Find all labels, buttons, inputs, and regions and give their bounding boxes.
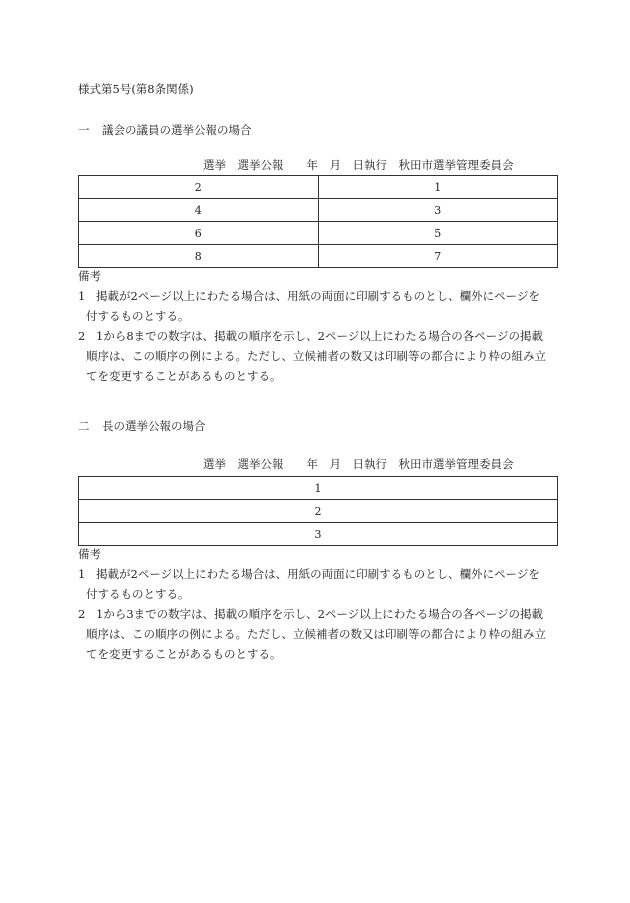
table-cell: 1 — [318, 176, 558, 199]
note-line: 付するものとする。 — [86, 309, 190, 323]
table-row — [79, 176, 558, 199]
section-1-notes — [78, 266, 564, 386]
note-line: 付するものとする。 — [86, 587, 190, 601]
table-cell: 3 — [79, 523, 558, 546]
table-row — [79, 477, 558, 500]
section-1-layout-table — [78, 175, 558, 268]
table-row — [79, 245, 558, 268]
note-line: 掲載が2ページ以上にわたる場合は、用紙の両面に印刷するものとし、欄外にページを — [96, 289, 540, 303]
section-2-title — [78, 418, 206, 434]
note-item — [78, 564, 564, 604]
section-1-header: 選挙 選挙公報 年 月 日執行 秋田市選挙管理委員会 — [203, 158, 514, 172]
note-line: てを変更することがあるものとする。 — [86, 369, 282, 383]
section-2-notes — [78, 544, 564, 664]
note-number: 2 — [78, 607, 86, 621]
table-row — [79, 523, 558, 546]
note-line: 1から3までの数字は、掲載の順序を示し、2ページ以上にわたる場合の各ページの掲載 — [96, 607, 543, 621]
table-cell: 1 — [79, 477, 558, 500]
note-item — [78, 326, 564, 386]
table-cell: 8 — [79, 245, 319, 268]
note-number: 1 — [78, 567, 86, 581]
table-cell: 4 — [79, 199, 319, 222]
table-cell: 7 — [318, 245, 558, 268]
notes-heading: 備考 — [78, 547, 101, 561]
section-2-title-text: 長の選挙公報の場合 — [102, 419, 206, 433]
note-item — [78, 286, 564, 326]
table-cell: 2 — [79, 500, 558, 523]
table-row — [79, 500, 558, 523]
note-number: 1 — [78, 289, 86, 303]
table-cell: 5 — [318, 222, 558, 245]
section-2-number: 二 — [78, 419, 90, 433]
section-1-title-text: 議会の議員の選挙公報の場合 — [102, 123, 252, 137]
note-line: てを変更することがあるものとする。 — [86, 647, 282, 661]
section-2-header: 選挙 選挙公報 年 月 日執行 秋田市選挙管理委員会 — [203, 457, 514, 471]
note-item — [78, 604, 564, 664]
note-line: 順序は、この順序の例による。ただし、立候補者の数又は印刷等の都合により枠の組み立 — [86, 349, 546, 363]
table-row — [79, 199, 558, 222]
notes-heading: 備考 — [78, 269, 101, 283]
form-number: 様式第5号(第8条関係) — [78, 82, 194, 96]
section-1-number: 一 — [78, 123, 90, 137]
section-2-layout-table — [78, 476, 558, 546]
note-line: 1から8までの数字は、掲載の順序を示し、2ページ以上にわたる場合の各ページの掲載 — [96, 329, 543, 343]
note-line: 順序は、この順序の例による。ただし、立候補者の数又は印刷等の都合により枠の組み立 — [86, 627, 546, 641]
table-cell: 3 — [318, 199, 558, 222]
section-1-title — [78, 122, 252, 138]
note-number: 2 — [78, 329, 86, 343]
table-cell: 2 — [79, 176, 319, 199]
table-cell: 6 — [79, 222, 319, 245]
note-line: 掲載が2ページ以上にわたる場合は、用紙の両面に印刷するものとし、欄外にページを — [96, 567, 540, 581]
table-row — [79, 222, 558, 245]
